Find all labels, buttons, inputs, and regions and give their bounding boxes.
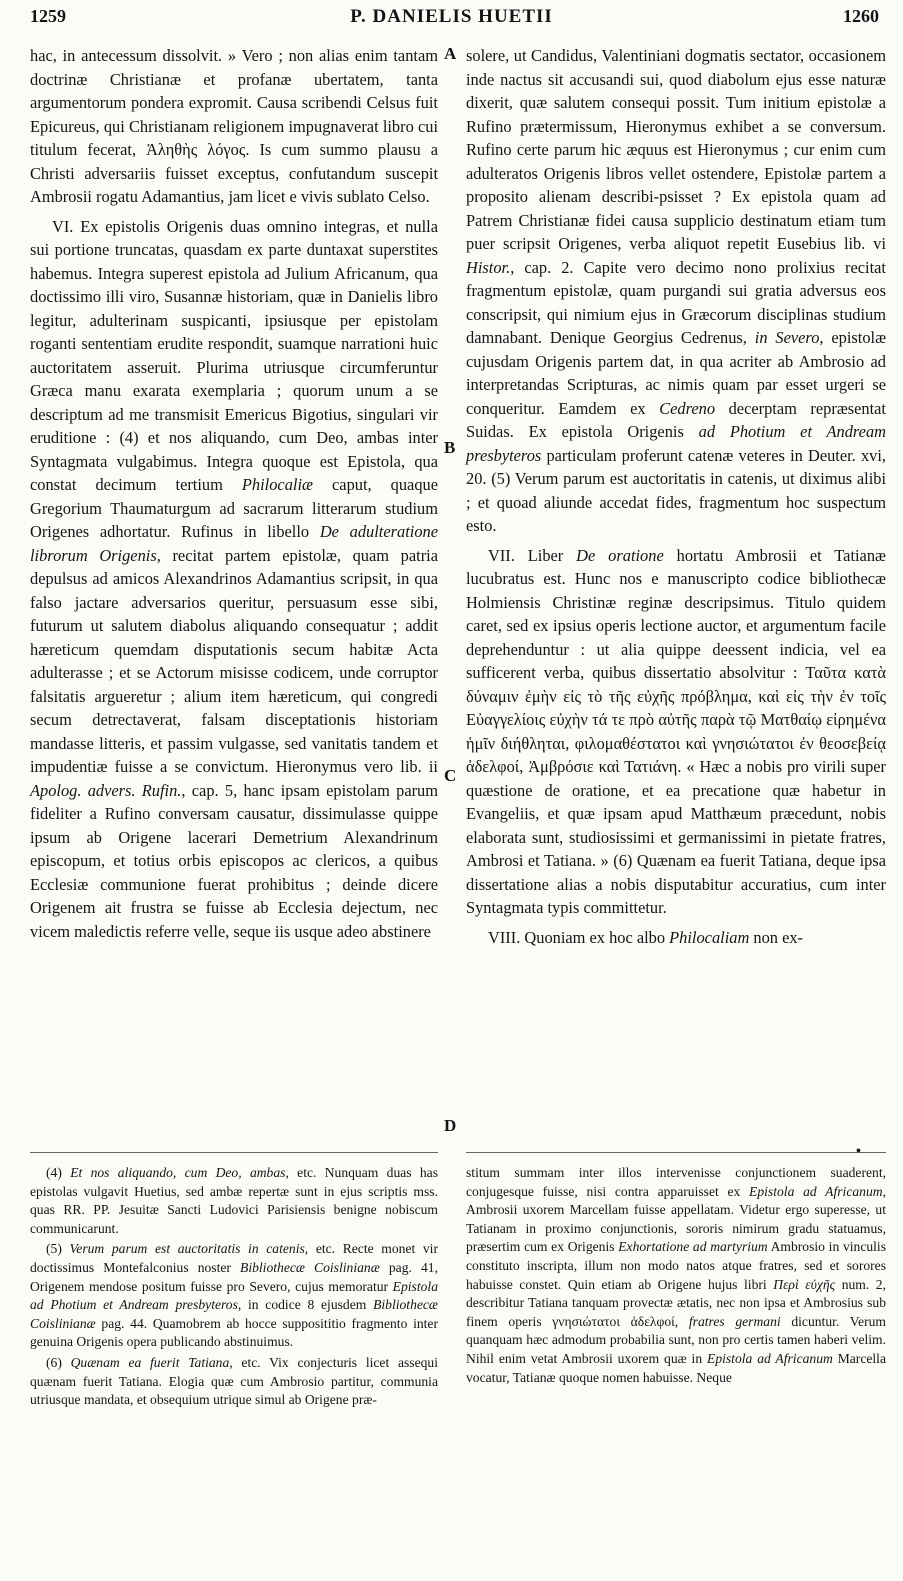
paragraph: hac, in antecessum dissolvit. » Vero ; non alias enim tantam doctrinæ Christianæ et profanæ ubertatem, tanta argumentorum pondera expromit. Causa scribendi Celsus fuit Epicureus, qui Christianam religionem impugnaverat libro cui titulum fecerat, Ἀληθὴς λόγος. Is cum summo plausu a Christi adversariis fuisset exceptus, confutandum suscepit Ambrosii rogatu Adamantius, jam licet e vivis sublato Celso. (30, 46, 438, 206)
margin-marker-c: C (444, 766, 457, 785)
page-number-right: 1260 (843, 6, 879, 26)
paragraph-section-vi: VI. Ex epistolis Origenis duas omnino integras, et nulla sui portione truncatas, quasdam ex parte duntaxat superstites habemus. Integra superest epistola ad Julium Africanum, qua doctissimo illi viro, Susannæ historiam, quæ in Danielis libro legitur, adulterinam suspicanti, ipsiusque per epistolam roganti sententiam erudite respondit, suamque narrationi huic auctoritatem asseruit. Plurima utriusque circumferuntur Græca manu exarata exemplaria ; quorum unum a se descriptum ad me transmisit Emericus Bigotius, singulari vir eruditione : (4) et nos aliquando, cum Deo, ambas inter Syntagmata vulgabimus. Integra quoque est Epistola, qua constat decimum tertium Philocaliæ caput, quaque Gregorium Thaumaturgum ad sacrarum litterarum studium Origenes adhortatur. Rufinus in libello De adulteratione librorum Origenis, recitat partem epistolæ, quam patria depulsus ad amicos Alexandrinos Adamantius scripsit, in qua falso jactare adversarios queritur, persuasum esse sibi, futurum ut salutem diabolus aliquando consequatur ; addit hæreticum quemdam disputationis secum habitæ Acta adulterasse ; et se Actorum misisse codicem, unde corruptor falsitatis argueretur ; alium item hæreticum, qui congredi secum detrectaverat, falsam disceptationis historiam mandasse litteris, et passim vulgasse, sed vanitatis tandem et impudentiæ fuisse a se convictum. Hieronymus vero lib. ii Apolog. advers. Rufin., cap. 5, hanc ipsam epistolam parum fideliter a Rufino conversam causatur, dissimulasse quippe ipsum ab Origene lacerari Demetrium Alexandrinum episcopum, et totius orbis episcopos ac clericos, a quibus Ecclesiæ communione fuerat prohibitus ; deinde dicere Origenem ait frustra se fuisse ab Ecclesia dejectum, nec vicem maledictis referre velle, seque iis usque adeo abstinere (30, 216, 438, 941)
left-text-column (30, 44, 438, 949)
running-title: P. DANIELIS HUETII (350, 6, 553, 27)
paragraph-section-viii: VIII. Quoniam ex hoc albo Philocaliam non ex- (488, 927, 804, 947)
footnote-6: (6) Quænam ea fuerit Tatiana, etc. Vix conjecturis licet assequi quænam fuerit Tatiana. Elogia quæ cum Ambrosio partitur, communia utriusque mandata, et obsequium utrique simul ab Origene præ- (30, 1354, 438, 1408)
footnote-5: (5) Verum parum est auctoritatis in catenis, etc. Recte monet vir doctissimus Montefalconius noster Bibliothecæ Coislinianæ pag. 41, Origenem mendose positum fuisse pro Severo, cujus memoratur Epistola ad Photium et Andream presbyteros, in codice 8 ejusdem Bibliothecæ Coislinianæ pag. 44. Quamobrem ab hocce supposititio fragmento inter genuina Origenis opera publicando abstinuimus. (30, 1241, 438, 1350)
footnotes-left (30, 1164, 438, 1412)
footnote-divider-right (466, 1152, 886, 1153)
ink-dot: • (856, 1144, 861, 1159)
paragraph-section-vii: VII. Liber De oratione hortatu Ambrosii et Tatianæ lucubratus est. Hunc nos e manuscripto codice bibliothecæ Holmiensis Christinæ reginæ descripsimus. Titulo quidem caret, sed ex ipsius operis lectione auctor, et argumentum facile deprehenduntur : ut alia quippe deessent indicia, vel ea sufficerent verba, quibus dissertatio absolvitur : Ταῦτα κατὰ δύναμιν ἐμὴν εἰς τὸ τῆς εὐχῆς πρόβλημα, καὶ εἰς τὴν ἐν τοῖς Εὐαγγελίοις εὐχὴν τά τε πρὸ αὐτῆς παρὰ τῷ Ματθαίῳ εἰρημένα ἡμῖν διήθληται, φιλομαθέστατοι καὶ γνησιώτατοι ἐν θεοσεβείᾳ ἀδελφοί, Ἀμβρόσιε καὶ Τατιάνη. « Hæc a nobis pro virili super quæstione de oratione, et ea precatione quæ habetur in Evangeliis, et quæ ipsam apud Matthæum præcedunt, nobis elaborata sunt, studiosissimi et germanissimi in pietate fratres, Ambrosi et Tatiana. » (6) Quænam ea fuerit Tatiana, deque ipsa dissertatione alias a nobis disputabitur accuratius, cum inter Syntagmata typis committetur. (466, 545, 886, 917)
margin-marker-d: D (444, 1116, 457, 1135)
paragraph: solere, ut Candidus, Valentiniani dogmatis sectator, occasionem inde nactus sit accusandi sui, quod diabolum ejus esse naturæ dixerit, quæ salutem consequi possit. Tum initium epistolæ a Rufino prætermissum, Hieronymus exhibet a se conversum. Rufino certe parum hic æquus est Hieronymus ; cur enim cum adulteratos Origenis libros vellet ostendere, Epistolæ partem a proposito alienam describi-psisset ? Ex epistola quam ad Patrem Christianæ fidei causa supplicio destinatum etiam tum puer scripsit Origenes, verba aliquot repetit Eusebius lib. vi Histor., cap. 2. Capite vero decimo nono prolixius recitat fragmentum epistolæ, quam purgandi sui gratia adversus eos conscripsit, qui nimium ejus in Græcorum disciplinas studium damnabant. Denique Georgius Cedrenus, in Severo, epistolæ cujusdam Origenis partem dat, in qua acriter ab Ambrosio ad interpretandas Scripturas, ac nimis quam par esset urgeri se conqueritur. Eamdem ex Cedreno decerptam repræsentat Suidas. Ex epistola Origenis ad Photium et Andream presbyteros particulam proferunt catenæ veteres in Deuter. xvi, 20. (5) Verum parum est auctoritatis in catenis, ut diximus alibi ; et quoad aliunde accedat fides, fragmentum hoc suspectum esto. (466, 46, 887, 535)
margin-marker-a: A (444, 44, 457, 63)
right-text-column (466, 44, 886, 955)
footnotes-right (466, 1164, 886, 1389)
margin-marker-b: B (444, 438, 456, 457)
footnote-divider-left (30, 1152, 438, 1153)
footnote-6-continued: stitum summam inter illos intervenisse conjunctionem suaderent, conjugesque fuisse, nisi contra apparuisset ex Epistola ad Africanum, Ambrosii uxorem Marcellam fuisse appellatam. Videtur ergo superesse, ut Tatianam in proximo conjunctionis, sororis nimirum gradu statuamus, præsertim cum ex Origenis Exhortatione ad martyrium Ambrosio in vinculis constituto inscripta, illum non modo natos atque fratres, sed et sorores habuisse constet. Quin etiam ab Origene hujus libri Περὶ εὐχῆς num. 2, describitur Tatiana tanquam provectæ ætatis, nec non ipsa et Ambrosius sub finem operis γνησιώτατοι ἀδελφοί, fratres germani dicuntur. Verum quanquam hæc admodum probabilia sunt, non pro certis tamen haberi velim. Nihil enim vetat Ambrosii uxorem quæ in Epistola ad Africanum Marcella vocatur, Tatianæ quoque nomen habuisse. Neque (466, 1165, 886, 1385)
page-header (0, 0, 903, 30)
page-number-left: 1259 (30, 6, 66, 26)
footnote-4: (4) Et nos aliquando, cum Deo, ambas, etc. Nunquam duas has epistolas vulgavit Huetius, sed ambæ repertæ sunt in ejus scriptis mss. quas RR. PP. Jesuitæ Sancti Ludovici Parisiensis benigne nobiscum communicarunt. (30, 1165, 438, 1236)
